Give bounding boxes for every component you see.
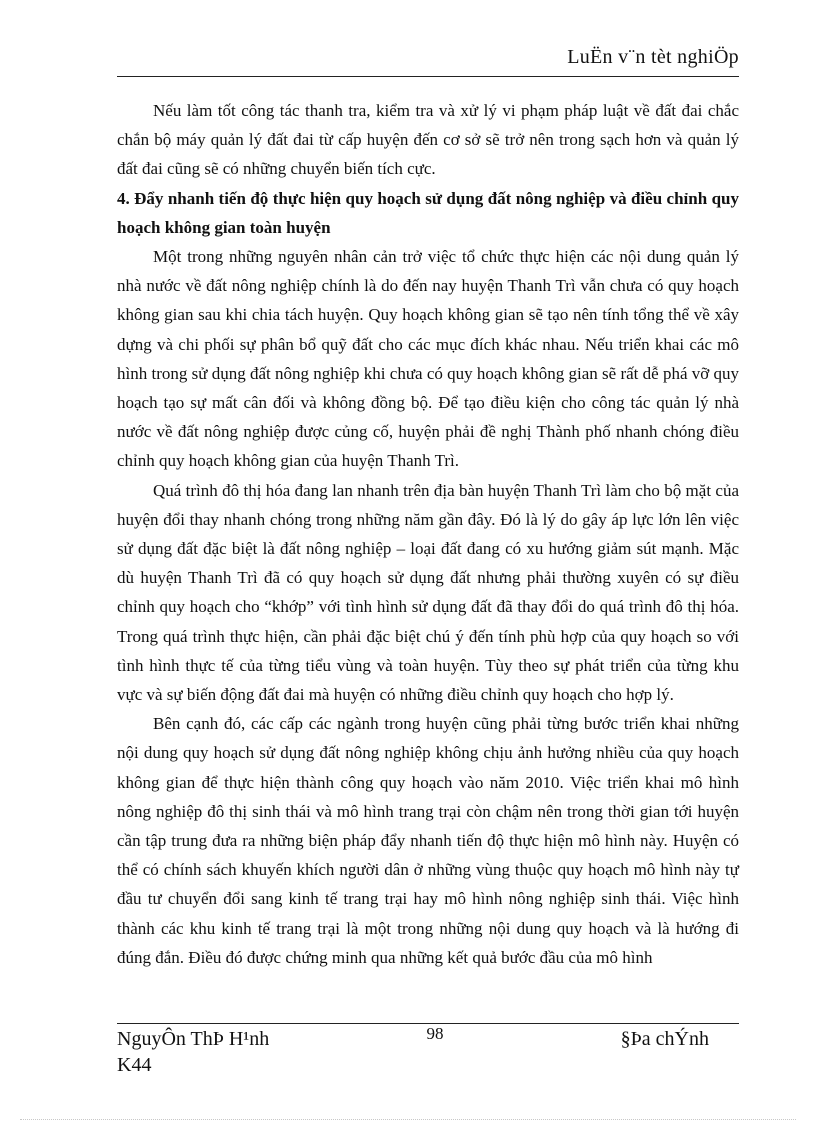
page-body [117,96,739,972]
paragraph-spatial-planning: Một trong những nguyên nhân cản trở việc tổ chức thực hiện các nội dung quản lý nhà nước về đất nông nghiệp chính là do đến nay huyện Thanh Trì vẫn chưa có quy hoạch không gian sau khi chia tách huyện. Quy hoạch không gian sẽ tạo nên tính tổng thể về xây dựng và chi phối sự phân bổ quỹ đất cho các mục đích khác nhau. Nếu triển khai các mô hình trong sử dụng đất nông nghiệp khi chưa có quy hoạch không gian sẽ rất dễ phá vỡ quy hoạch tạo sự mất cân đối và không đồng bộ. Để tạo điều kiện cho công tác quản lý nhà nước về đất nông nghiệp được củng cố, huyện phải đề nghị Thành phố nhanh chóng điều chỉnh quy hoạch không gian của huyện Thanh Trì. [117,247,739,471]
running-header: LuËn v¨n tèt nghiÖp [567,46,739,68]
paragraph-urbanization: Quá trình đô thị hóa đang lan nhanh trên địa bàn huyện Thanh Trì làm cho bộ mặt của huyện đổi thay nhanh chóng trong những năm gần đây. Đó là lý do gây áp lực lớn lên việc sử dụng đất đặc biệt là đất nông nghiệp – loại đất đang có xu hướng giảm sút mạnh. Mặc dù huyện Thanh Trì đã có quy hoạch sử dụng đất nhưng phải thường xuyên có sự điều chỉnh quy hoạch cho “khớp” với tình hình sử dụng đất đã thay đổi do quá trình đô thị hóa. Trong quá trình thực hiện, cần phải đặc biệt chú ý đến tính phù hợp của quy hoạch so với tình hình thực tế của từng tiểu vùng và toàn huyện. Tùy theo sự phát triển của từng khu vực và sự biến động đất đai mà huyện có những điều chỉnh quy hoạch cho hợp lý. [117,480,739,705]
section-heading: 4. Đẩy nhanh tiến độ thực hiện quy hoạch sử dụng đất nông nghiệp và điều chỉnh quy hoạch không gian toàn huyện [117,188,739,237]
page-edge-dotted-line [20,1119,796,1120]
author-name: NguyÔn ThÞ H¹nh [117,1028,270,1050]
footer-author [117,1026,269,1078]
paragraph-inspection: Nếu làm tốt công tác thanh tra, kiểm tra và xử lý vi phạm pháp luật về đất đai chắc chắn bộ máy quản lý đất đai từ cấp huyện đến cơ sở sẽ trở nên trong sạch hơn và quản lý đất đai cũng sẽ có những chuyển biến tích cực. [117,101,739,179]
header-divider [117,76,739,77]
footer-department: §Þa chÝnh [620,1028,709,1050]
paragraph-implementation: Bên cạnh đó, các cấp các ngành trong huyện cũng phải từng bước triển khai những nội dung quy hoạch sử dụng đất nông nghiệp không chịu ảnh hưởng nhiều của quy hoạch không gian để thực hiện thành công quy hoạch vào năm 2010. Việc triển khai mô hình nông nghiệp đô thị sinh thái và mô hình trang trại còn chậm nên trong thời gian tới huyện cần tập trung đưa ra những biện pháp đẩy nhanh tiến độ thực hiện mô hình này. Huyện có thể có chính sách khuyến khích người dân ở những vùng thuộc quy hoạch mô hình này tự đầu tư chuyển đổi sang kinh tế trang trại hay mô hình nông nghiệp sinh thái. Việc hình thành các khu kinh tế trang trại là một trong những nội dung quy hoạch và là hướng đi đúng đắn. Điều đó được chứng minh qua những kết quả bước đầu của mô hình [117,714,739,967]
author-class: K44 [117,1054,152,1076]
page-number: 98 [426,1024,444,1043]
